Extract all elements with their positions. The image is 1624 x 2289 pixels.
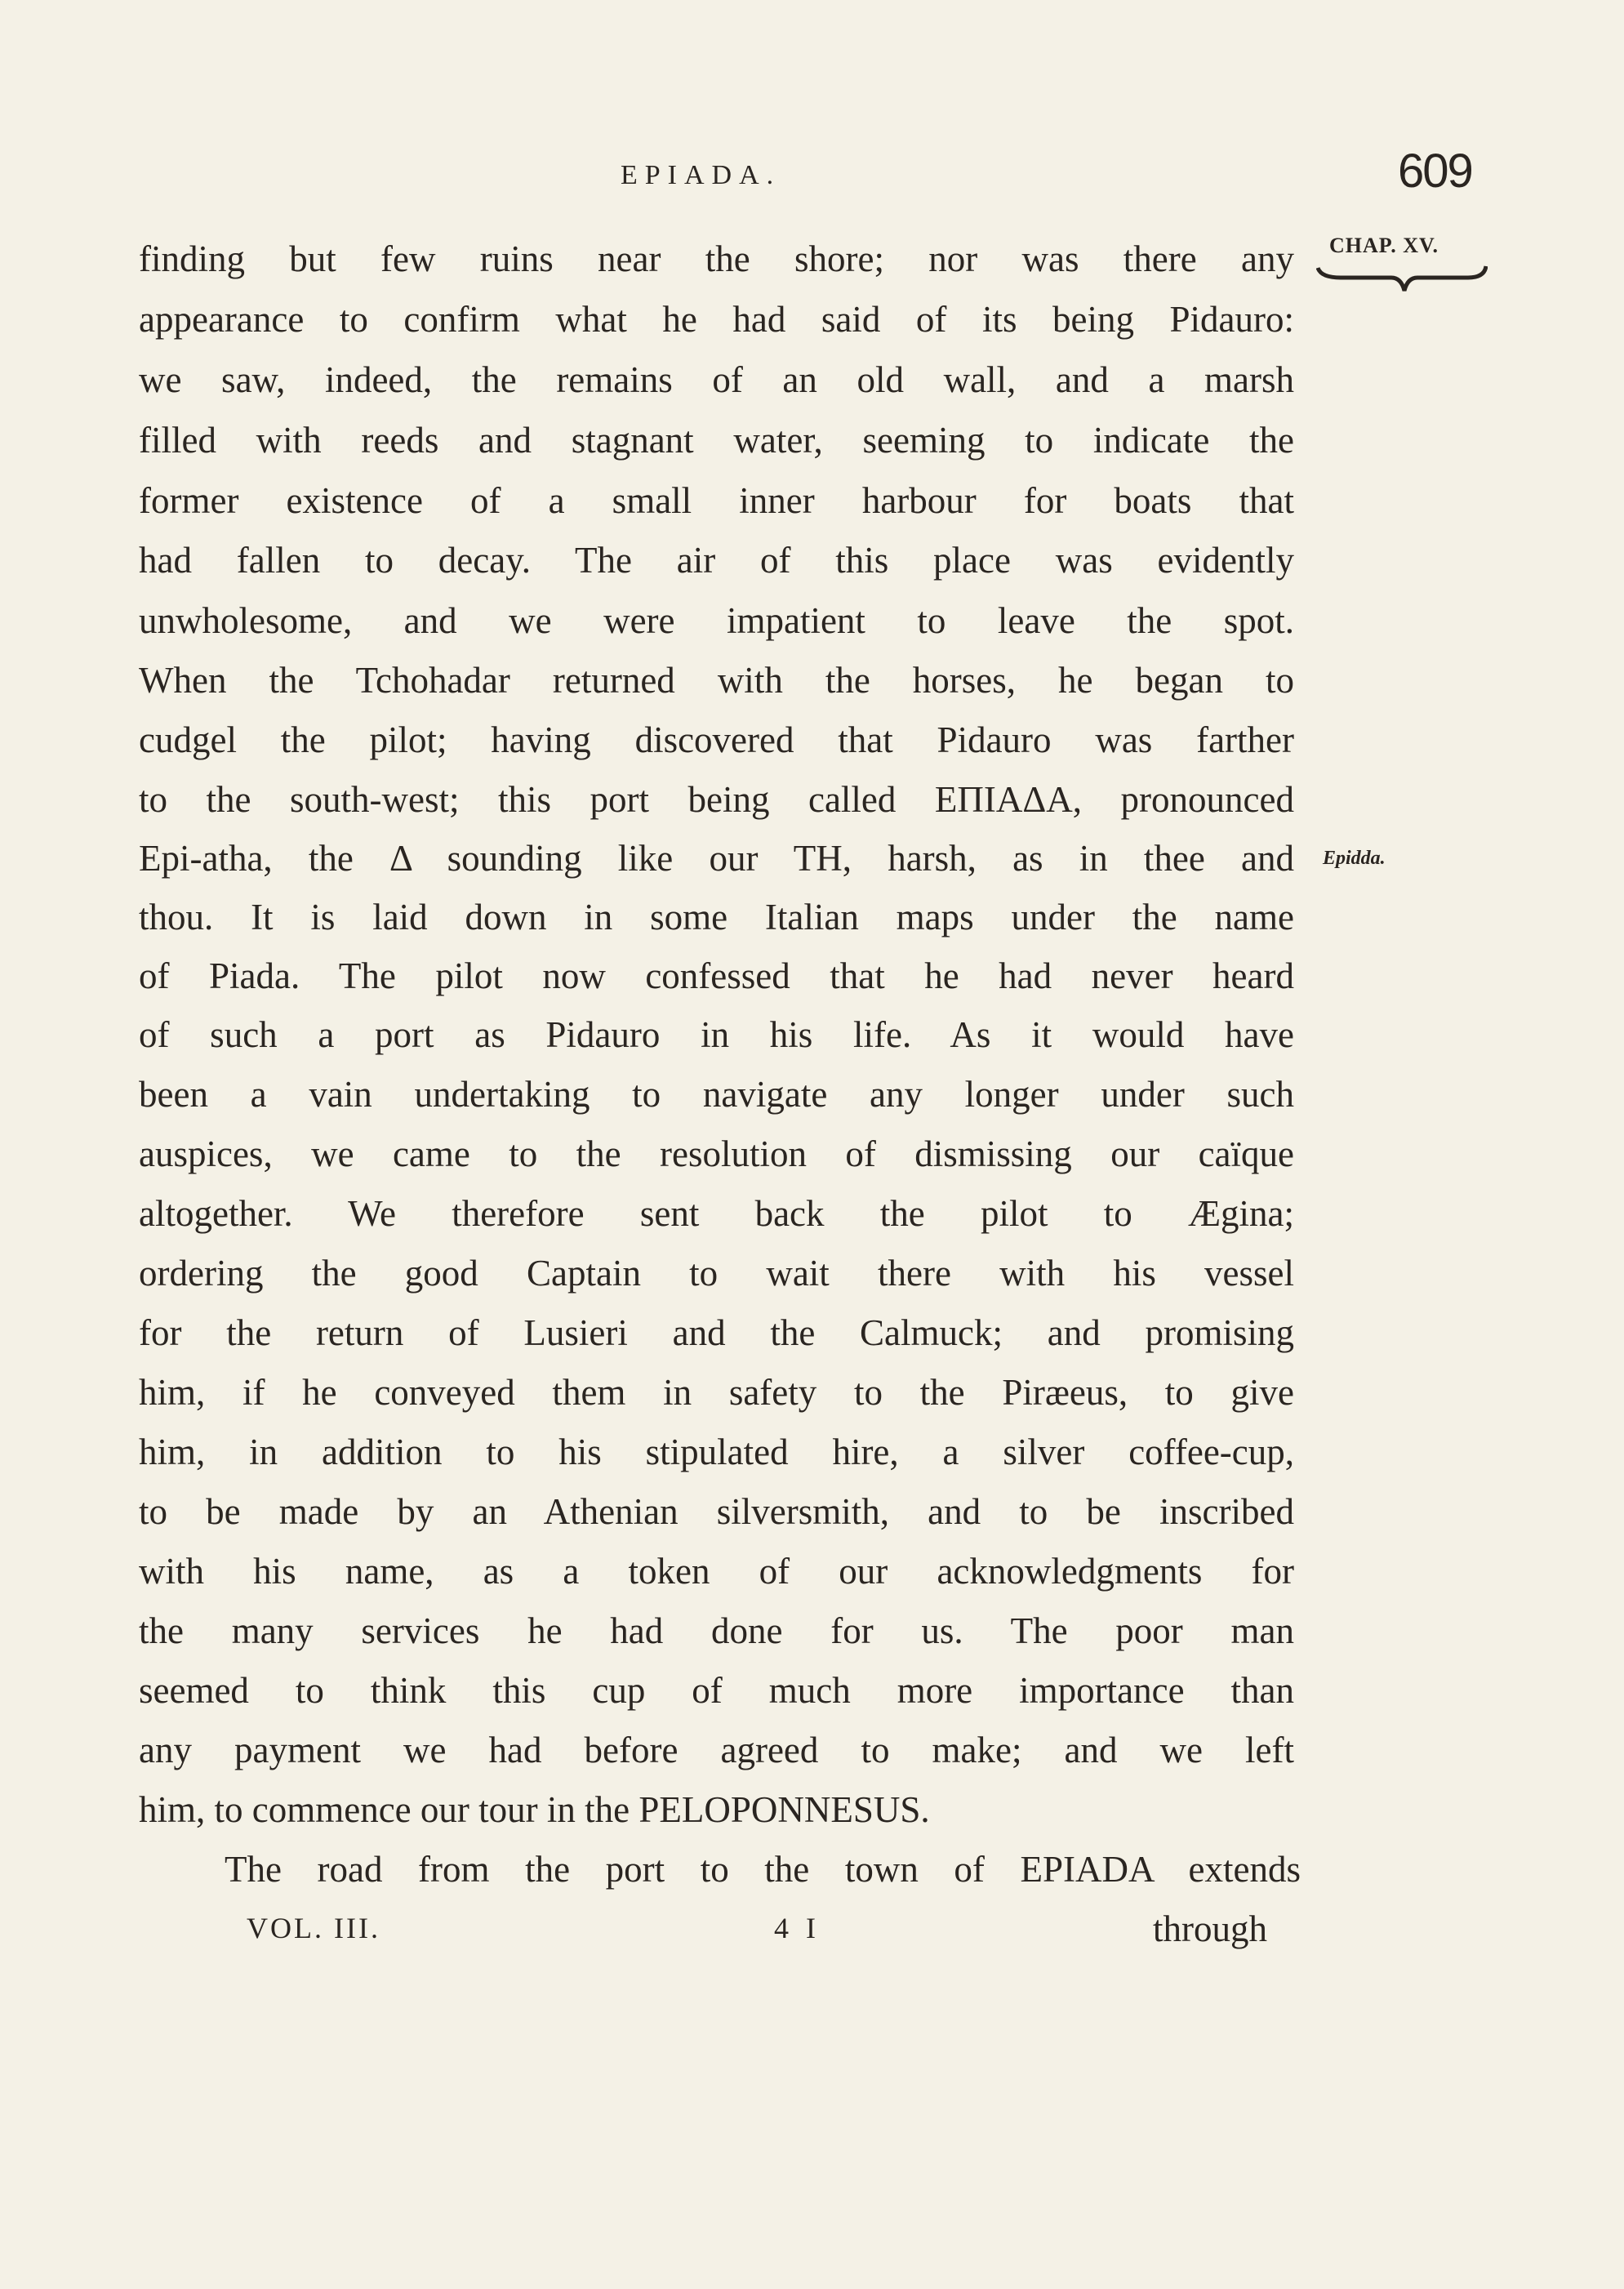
text-line: finding but few ruins near the shore; nor was there any [139,238,1294,279]
running-head: EPIADA. [621,160,781,190]
text-line: for the return of Lusieri and the Calmuck; and promising [139,1312,1294,1353]
chapter-brace [1316,263,1488,296]
text-line: seemed to think this cup of much more importance than [139,1670,1294,1711]
text-line: to be made by an Athenian silversmith, and to be inscribed [139,1491,1294,1532]
text-line: cudgel the pilot; having discovered that Pidauro was farther [139,719,1294,760]
text-line: altogether. We therefore sent back the pilot to Ægina; [139,1193,1294,1234]
text-line: thou. It is laid down in some Italian maps under the name [139,897,1294,937]
text-line: Epi-atha, the Δ sounding like our TH, harsh, as in thee and [139,838,1294,879]
text-line: The road from the port to the town of EPIADA extends [225,1849,1301,1890]
text-line: been a vain undertaking to navigate any longer under such [139,1074,1294,1115]
text-line: the many services he had done for us. The poor man [139,1610,1294,1651]
text-line: him, if he conveyed them in safety to the Piræeus, to give [139,1372,1294,1413]
sheet-mark: 4 I [774,1912,821,1944]
chapter-label: CHAP. XV. [1329,234,1439,257]
text-line: appearance to confirm what he had said of its being Pidauro: [139,299,1294,340]
text-line: him, to commence our tour in the PELOPONNESUS. [139,1789,930,1830]
text-line: former existence of a small inner harbour for boats that [139,480,1294,521]
text-line: auspices, we came to the resolution of dismissing our caïque [139,1133,1294,1174]
text-line: had fallen to decay. The air of this place was evidently [139,540,1294,581]
text-line: filled with reeds and stagnant water, seeming to indicate the [139,420,1294,461]
catchword: through [1153,1908,1267,1949]
text-line: with his name, as a token of our acknowledgments for [139,1551,1294,1592]
text-line: him, in addition to his stipulated hire, a silver coffee-cup, [139,1432,1294,1472]
text-line: to the south-west; this port being called ΕΠΙΑΔΑ, pronounced [139,779,1294,820]
text-line: When the Tchohadar returned with the horses, he began to [139,660,1294,701]
text-line: of such a port as Pidauro in his life. As it would have [139,1014,1294,1055]
text-line: ordering the good Captain to wait there with his vessel [139,1253,1294,1294]
text-line: we saw, indeed, the remains of an old wall, and a marsh [139,359,1294,400]
margin-note-epidda: Epidda. [1323,848,1386,869]
text-line: of Piada. The pilot now confessed that he had never heard [139,955,1294,996]
text-line: any payment we had before agreed to make; and we left [139,1730,1294,1770]
page-number: 609 [1398,145,1472,198]
volume-signature: VOL. III. [247,1912,380,1944]
text-line: unwholesome, and we were impatient to leave the spot. [139,600,1294,641]
